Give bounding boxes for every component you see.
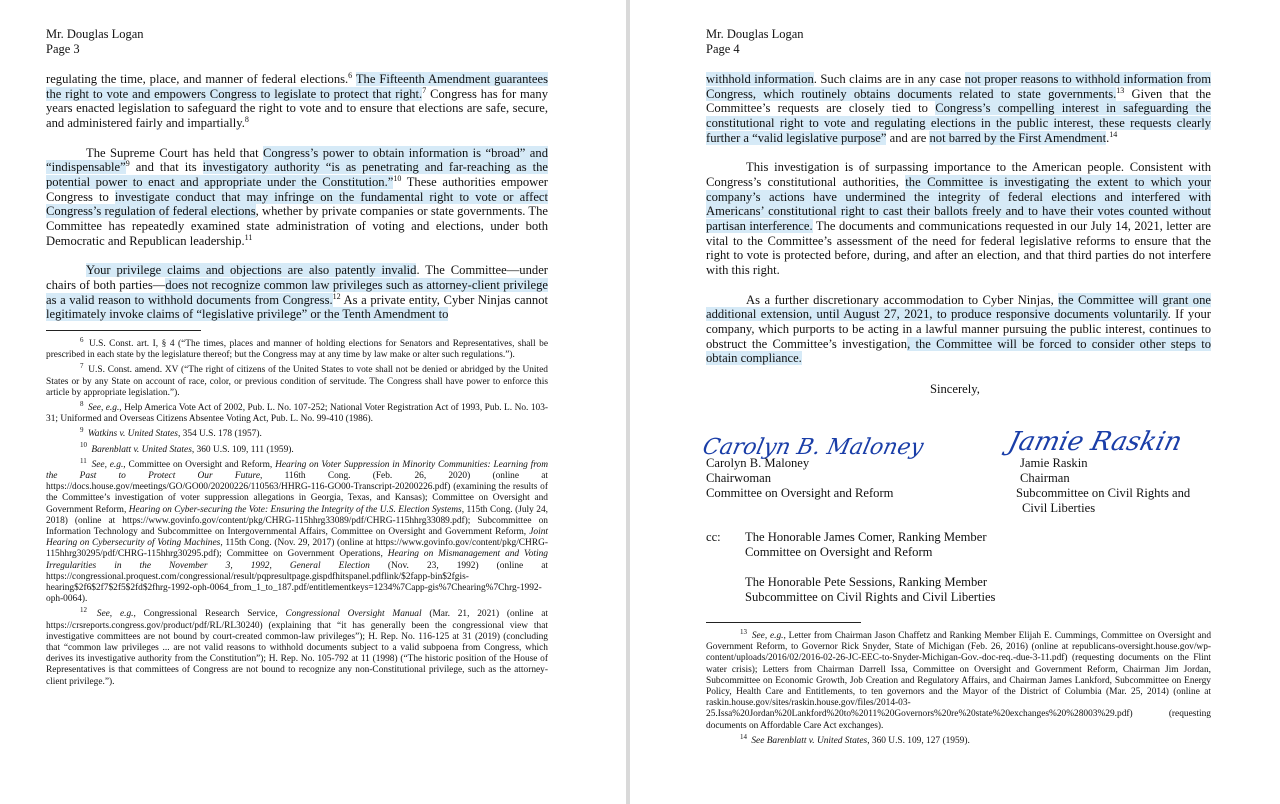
- footnote-text: U.S. Const. amend. XV (“The right of citizens of the United States to vote shall not be denied or abridged by the United States or by any State on account of race, color, or previous condition of servitude. The Congress shall have power to enforce this article by appropriate legislation.”).: [46, 365, 548, 398]
- highlighted-text: the Committee is investigating the extent to which your company’s actions have undermined the integrity of federal elections and interfered with Americans’ constitutional right to cast their ballots freely and to have their votes counted without partisan interference.: [706, 174, 1211, 234]
- paragraph-text: . If your company, which purports to be acting in a lawful manner pursuing the public interest, continues to obstruct the Committee’s investigation: [706, 307, 1211, 351]
- paragraph-text: and that its: [129, 160, 203, 175]
- footnote-number: 11: [80, 456, 87, 465]
- footnote-text: See, e.g., Congressional Research Service, Congressional Oversight Manual (Mar. 21, 2021) (online at https://crsreports.congress.gov/product/pdf/RL/RL30240) (explaining that “it has generally been the congressional view that investigative committees are not bound by court-created common-law privileges”); H. Rep. No. 116-125 at 31 (2019) (concluding that “common law privileges ... are not valid reasons to withhold documents subject to a valid subpoena from Congress, which derives its investigative authority from the Constitution”); H. Rep. No. 105-792 at 11 (1998) (“The historic position of the House of Representatives is that committees of Congress are not bound to recognize any non-Constitutional privilege, such as the attorney-client privilege.”).: [46, 609, 549, 687]
- footnotes: [706, 627, 1212, 747]
- footnote-text: Watkins v. United States, 354 U.S. 178 (1957).: [87, 429, 262, 440]
- footnote-number: 9: [80, 426, 84, 435]
- footnote: [46, 362, 548, 399]
- paragraph-text: .: [1106, 130, 1110, 145]
- footnote: [706, 732, 1211, 747]
- paragraph-text: As a private entity, Cyber Ninjas cannot: [340, 292, 548, 307]
- highlighted-text: , the Committee will be forced to consider other steps to obtain compliance.: [706, 336, 1211, 366]
- highlighted-text: Congress’s power to obtain information is “broad” and “indispensable”: [46, 145, 548, 175]
- footnote-text: See, e.g., Committee on Oversight and Reform, Hearing on Voter Suppression in Minority Communities: Learning from the Past to Protect Our Future, 116th Cong. (Feb. 26, 2020) (online at https://docs.house.gov/meetings/GO/GO00/20200226/110563/HHRG-116-GO00-Transcript-20200226.pdf) (examining the results of the Committee’s investigation of voter suppression allegations in Georgia, Texas, and Kansas); Committee on Oversight and Government Reform, Hearing on Cyber-securing the Vote: Ensuring the Integrity of the U.S. Election Systems, 115th Cong. (July 24, 2018) (online at https://www.govinfo.gov/content/pkg/CHRG-115hhrg33089/pdf/CHRG-115hhrg33089.pdf); Subcommittee on Information Technology and Subcommittee on Intergovernmental Affairs, Committee on Oversight and Government Reform, Joint Hearing on Cybersecurity of Voting Machines, 115th Cong. (Nov. 29, 2017) (online at https://www.govinfo.gov/content/pkg/CHRG-115hhrg30295/pdf/CHRG-115hhrg30295.pdf); Committee on Government Operations, Hearing on Mismanagement and Voting Irregularities in the November 3, 1992, General Election (Nov. 23, 1992) (online at https://congressional.proquest.com/congressional/result/pqpresultpage.gispdfhitspanel.pdflink/$2fapp-bin$2fgis-hearing$2f6$2f7$2f5$2fd$2fhrg-1992-oph-0064_from_1_to_187.pdf/entitlementkeys=1234%7Capp-gis%7Chearing%7Chrg-1992-oph-0064).: [46, 459, 549, 605]
- page-number: Page 4: [706, 42, 740, 56]
- footnote-number: 8: [80, 399, 84, 408]
- body-paragraph: [706, 293, 1211, 367]
- letter-page-3: [0, 0, 626, 804]
- footnote-text: See, e.g., Help America Vote Act of 2002, Pub. L. No. 107-252; National Voter Registration Act of 1993, Pub. L. No. 103-31; Uniformed and Overseas Citizens Absentee Voting Act, Pub. L. No. 99-410 (1986).: [46, 402, 549, 425]
- highlighted-text: not proper reasons to withhold information from Congress, which routinely obtains documents related to state governments.: [706, 72, 1211, 101]
- highlighted-text: the Committee will grant one additional extension, until August 27, 2021, to produce responsive documents voluntarily: [706, 292, 1211, 322]
- highlighted-text: Congress’s compelling interest in safeguarding the constitutional right to vote and regulating elections in the public interest, these requests clearly further a “valid legislative purpose”: [706, 101, 1212, 145]
- highlighted-text: withhold information: [706, 72, 814, 86]
- footnote-reference: 9: [125, 159, 130, 169]
- highlighted-text: investigatory authority “is as penetrating and far-reaching as the potential power to enact and appropriate under the Constitution.”: [46, 160, 548, 189]
- body-paragraph: [706, 72, 1211, 146]
- paragraph-text: Given that the Committee’s requests are closely tied to: [706, 86, 1211, 116]
- cc-line: Subcommittee on Civil Rights and Civil Liberties: [745, 590, 996, 604]
- cc-line: Committee on Oversight and Reform: [745, 545, 933, 559]
- page-header: [46, 27, 144, 57]
- highlighted-text: legitimately invoke claims of “legislative privilege” or the Tenth Amendment to: [46, 307, 449, 322]
- addressee-name: Mr. Douglas Logan: [46, 27, 144, 41]
- signatory-committee: Subcommittee on Civil Rights and: [1016, 486, 1191, 500]
- footnote-number: 6: [80, 335, 84, 344]
- cc-entry: [745, 530, 1045, 560]
- highlighted-text: does not recognize common law privileges such as attorney-client privilege as a valid reason to withhold documents from Congress.: [46, 277, 549, 307]
- body-paragraph: [46, 146, 548, 249]
- addressee-name: Mr. Douglas Logan: [706, 27, 804, 41]
- footnote-number: 12: [80, 606, 87, 615]
- footnote-rule: [46, 330, 201, 331]
- signatory-title: Chairwoman: [706, 471, 772, 485]
- paragraph-text: As a further discretionary accommodation to Cyber Ninjas,: [746, 292, 1059, 307]
- signature-script: Jamie Raskin: [1005, 426, 1186, 457]
- signatory-committee: Civil Liberties: [1022, 501, 1096, 515]
- signature-block-maloney: [706, 456, 893, 501]
- page-body: [46, 72, 548, 692]
- paragraph-text: and are: [886, 130, 930, 145]
- paragraph-text: These authorities empower Congress to: [46, 174, 548, 204]
- footnote: [46, 399, 549, 425]
- footnote-reference: 6: [348, 70, 353, 80]
- footnote-number: 14: [740, 732, 747, 741]
- footnote: [46, 606, 549, 687]
- signatory-title: Chairman: [1020, 471, 1070, 485]
- footnote-reference: 7: [422, 85, 427, 95]
- footnote-number: 13: [740, 627, 747, 636]
- cc-entry: [745, 575, 1045, 605]
- footnotes-area: [706, 622, 1211, 751]
- signatory-name: Jamie Raskin: [1020, 456, 1088, 470]
- cc-line: The Honorable Pete Sessions, Ranking Member: [745, 575, 988, 589]
- signature-script: Carolyn B. Maloney: [700, 434, 926, 460]
- cc-label: cc:: [706, 530, 721, 544]
- letter-page-4: [630, 0, 1280, 804]
- footnote-text: See Barenblatt v. United States, 360 U.S. 109, 127 (1959).: [751, 735, 970, 746]
- footnote-rule: [706, 622, 861, 623]
- highlighted-text: The Fifteenth Amendment guarantees the right to vote and empowers Congress to legislate to protect that right.: [46, 72, 548, 101]
- paragraph-text: The documents and communications requested in our July 14, 2021, letter are vital to the Committee’s assessment of the need for federal legislative reforms to ensure that the right to vote is protected before, during, and after an election, and that third parties do not interfere with this right.: [706, 219, 1211, 278]
- footnote-reference: 14: [1109, 129, 1118, 139]
- cc-line: The Honorable James Comer, Ranking Member: [745, 530, 987, 544]
- footnote-text: Barenblatt v. United States, 360 U.S. 109, 111 (1959).: [91, 444, 294, 455]
- closing: Sincerely,: [930, 382, 980, 396]
- body-paragraph: [46, 263, 548, 322]
- footnote-reference: 8: [244, 114, 249, 124]
- paragraph-text: Congress has for many years enacted legislation to safeguard the right to vote and to ensure that elections are safe, secure, and administered fairly and impartially.: [46, 86, 548, 131]
- footnote-number: 10: [80, 441, 87, 450]
- footnote-reference: 12: [332, 291, 341, 301]
- paragraph-text: The Supreme Court has held that: [86, 145, 264, 160]
- highlighted-text: not barred by the First Amendment: [929, 130, 1107, 145]
- highlighted-text: investigate conduct that may infringe on the fundamental right to vote or affect Congress’s regulation of federal elections: [46, 189, 549, 219]
- paragraph-text: . Such claims are in any case: [813, 72, 965, 86]
- page-body: [706, 72, 1211, 381]
- footnote: [46, 456, 549, 606]
- footnotes: [46, 335, 549, 688]
- signatory-committee: Committee on Oversight and Reform: [706, 486, 894, 500]
- signature-block-raskin: [1016, 456, 1190, 516]
- footnote: [46, 441, 548, 456]
- raskin-signature: [1006, 414, 1206, 462]
- paragraph-text: regulating the time, place, and manner of federal elections.: [46, 72, 349, 86]
- page-number: Page 3: [46, 42, 80, 56]
- cc-block: [706, 530, 1006, 605]
- signatory-name: Carolyn B. Maloney: [706, 456, 810, 470]
- paragraph-text: , whether by private companies or state governments. The Committee has repeatedly examined state administration of voting and elections, under both Democratic and Republican leadership.: [46, 204, 548, 248]
- paragraph-text: . The Committee—under chairs of both parties—: [46, 263, 548, 292]
- footnote-text: U.S. Const. art. I, § 4 (“The times, places and manner of holding elections for Senators and Representatives, shall be prescribed in each state by the legislature thereof; but the Congress may at any time by law make or alter such regulations.”).: [46, 338, 548, 361]
- body-paragraph: [46, 72, 548, 131]
- paragraph-text: This investigation is of surpassing importance to the American people. Consistent with Congress’s constitutional authorities,: [706, 160, 1211, 189]
- page-header: [706, 27, 804, 57]
- body-paragraph: [706, 160, 1211, 278]
- highlighted-text: Your privilege claims and objections are also patently invalid: [86, 263, 417, 278]
- footnote-reference: 11: [244, 232, 253, 242]
- footnote: [46, 335, 548, 361]
- footnote-reference: 10: [393, 173, 402, 183]
- footnote: [46, 426, 548, 440]
- footnote-text: See, e.g., Letter from Chairman Jason Chaffetz and Ranking Member Elijah E. Cummings, Committee on Oversight and Government Reform, to Governor Rick Snyder, State of Michigan (Feb. 26, 2016) (online at republicans-oversight.house.gov/wp-content/uploads/2016/02/2016-02-26-JC-EEC-to-Snyder-Michigan-Gov.-doc-req.-due-3-11.pdf) (requesting documents on the Flint water crisis); Letters from Chairman Darrell Issa, Committee on Oversight and Government Reform, Chairman Jim Jordan, Subcommittee on Economic Growth, Job Creation and Regulatory Affairs, and Chairman James Lankford, Subcommittee on Energy Policy, Health Care and Entitlements, to ten governors and the Mayor of the District of Columbia (Mar. 25, 2014) (online at raskin.house.gov/sites/raskin.house.gov/files/2014-03-25.Issa%20Jordan%20Lankford%20to%2011%20Governors%20re%20state%20exchanges%20%28003%29.pdf) (requesting documents on Affordable Care Act exchanges).: [706, 631, 1212, 731]
- footnote-reference: 13: [1116, 85, 1125, 95]
- footnote-number: 7: [80, 362, 84, 371]
- footnote: [706, 627, 1212, 732]
